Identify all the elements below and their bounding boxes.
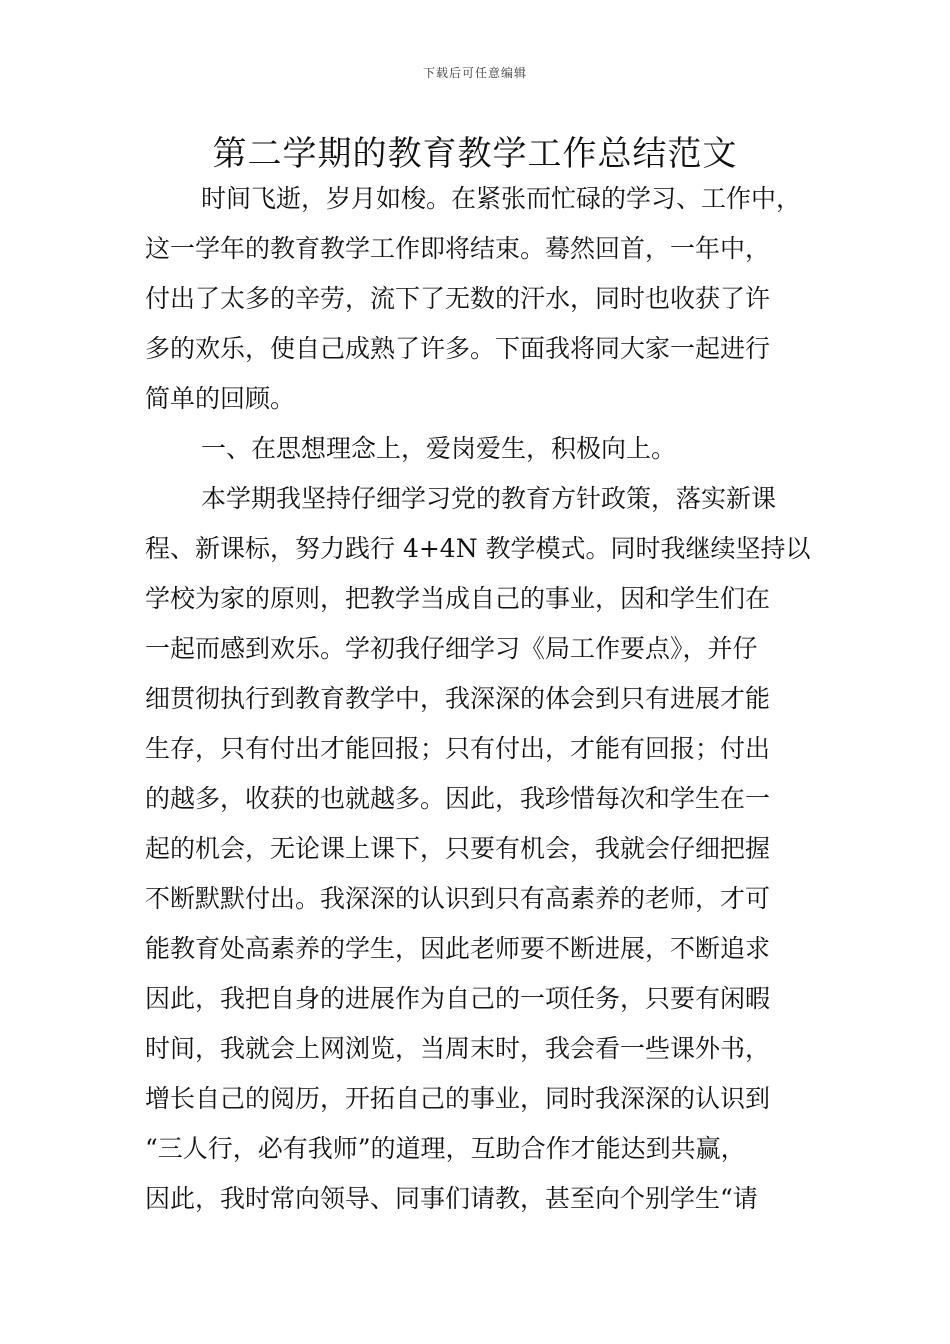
body-line: 不断默默付出。我深深的认识到只有高素养的老师，才可 (145, 884, 771, 913)
body-line: 起的机会，无论课上课下，只要有机会，我就会仔细把握 (145, 834, 771, 863)
body-line: 细贯彻执行到教育教学中，我深深的体会到只有进展才能 (145, 684, 771, 713)
body-line: 付出了太多的辛劳，流下了无数的汗水，同时也收获了许 (145, 284, 771, 313)
body-line: 多的欢乐，使自己成熟了许多。下面我将同大家一起进行 (145, 334, 771, 363)
body-line: 时间，我就会上网浏览，当周末时，我会看一些课外书， (145, 1034, 771, 1063)
body-line: 能教育处高素养的学生，因此老师要不断进展，不断追求 (145, 934, 771, 963)
body-line: 学校为家的原则，把教学当成自己的事业，因和学生们在 (145, 584, 771, 613)
body-line: 一起而感到欢乐。学初我仔细学习《局工作要点》，并仔 (145, 634, 758, 663)
body-line: 一、在思想理念上，爱岗爱生，积极向上。 (201, 434, 677, 463)
body-line: 程、新课标，努力践行 4+4N 教学模式。同时我继续坚持以 (145, 534, 811, 563)
body-line: 生存，只有付出才能回报；只有付出，才能有回报；付出 (145, 734, 771, 763)
body-line: 本学期我坚持仔细学习党的教育方针政策，落实新课 (201, 484, 777, 513)
body-line: 增长自己的阅历，开拓自己的事业，同时我深深的认识到 (145, 1084, 771, 1113)
body-line: 因此，我时常向领导、同事们请教，甚至向个别学生“请 (145, 1184, 758, 1213)
document-title: 第二学期的教育教学工作总结范文 (212, 134, 738, 174)
body-line: 简单的回顾。 (145, 384, 296, 413)
body-line: 的越多，收获的也就越多。因此，我珍惜每次和学生在一 (145, 784, 771, 813)
body-line: 因此，我把自身的进展作为自己的一项任务，只要有闲暇 (145, 984, 771, 1013)
body-line: “三人行，必有我师”的道理，互助合作才能达到共赢， (145, 1134, 746, 1163)
header-note: 下载后可任意编辑 (422, 66, 527, 80)
body-line: 这一学年的教育教学工作即将结束。蓦然回首，一年中， (145, 234, 771, 263)
body-line: 时间飞逝，岁月如梭。在紧张而忙碌的学习、工作中， (201, 184, 802, 213)
